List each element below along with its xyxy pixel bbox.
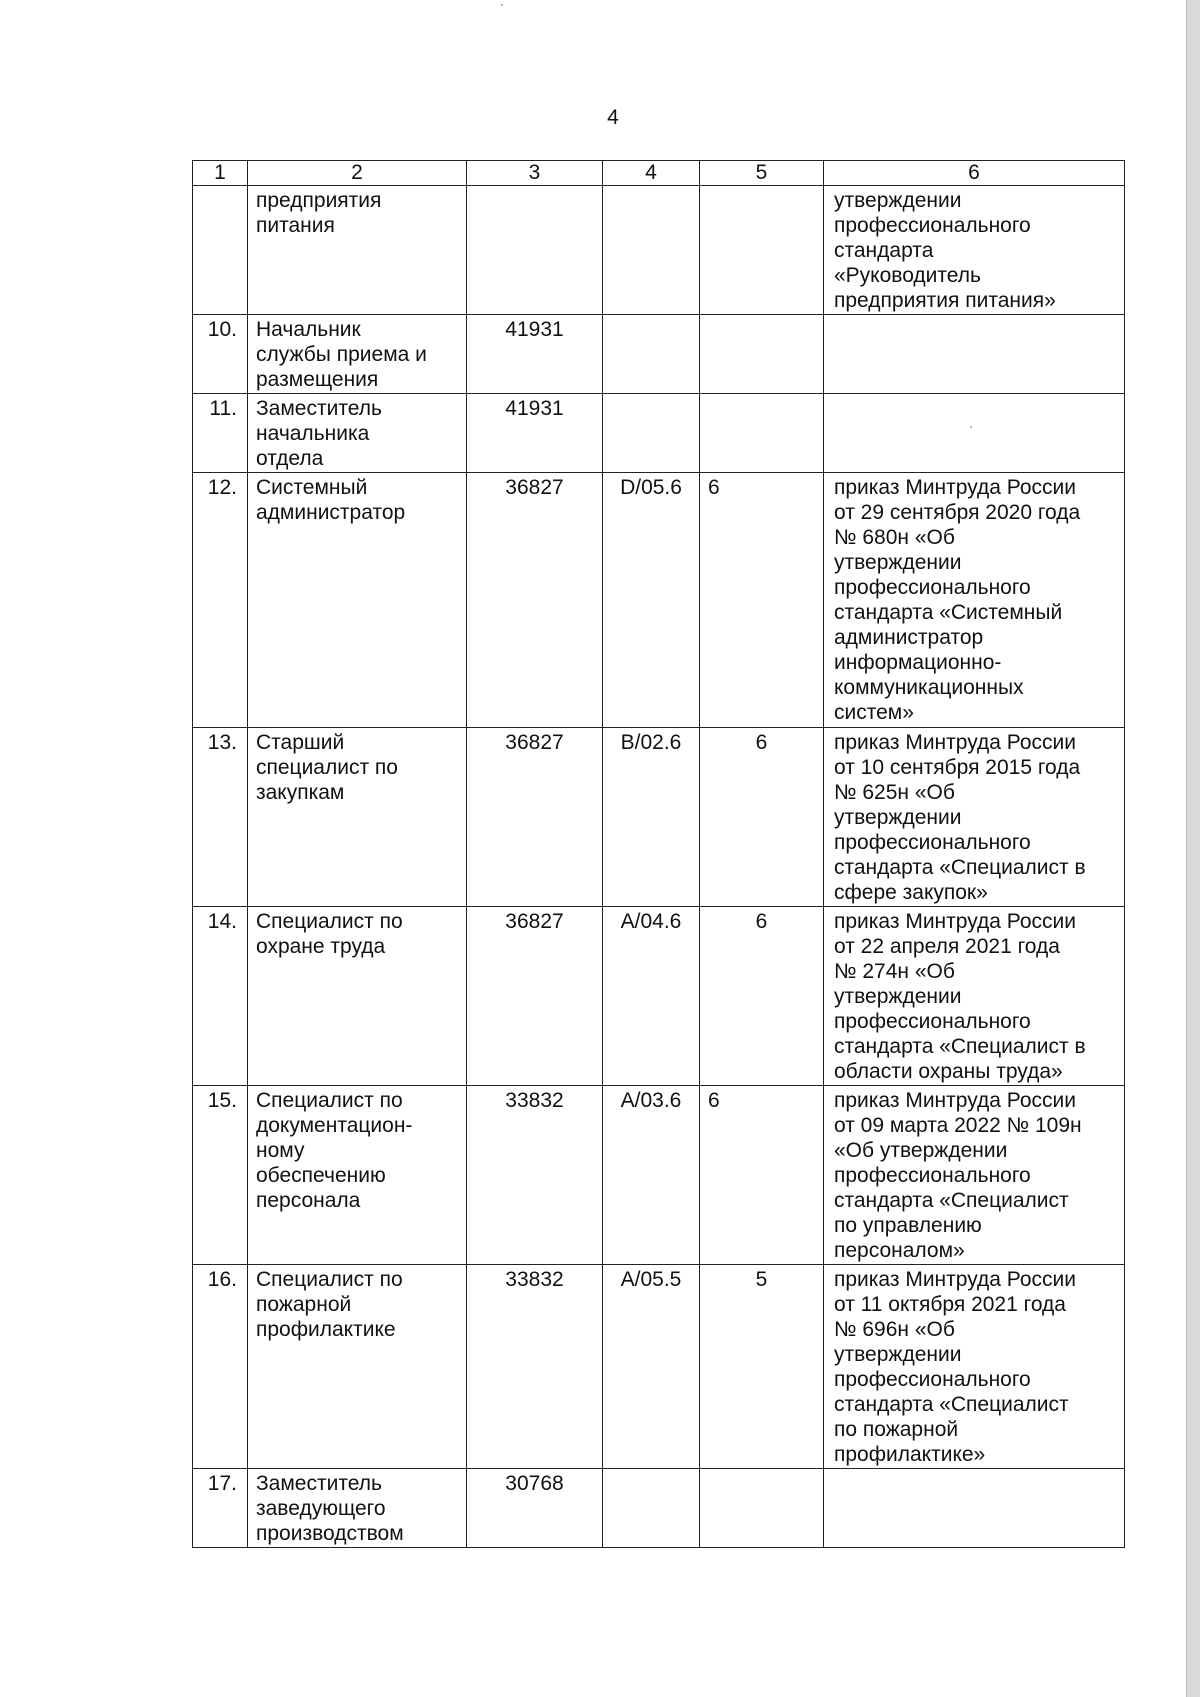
positions-table — [192, 160, 1125, 1548]
professional-standard: приказ Минтруда России от 11 октября 2021 года № 696н «Об утверждении профессионального стандарта «Специалист по пожарной профилактике» — [824, 1265, 1125, 1469]
header-cell-5: 5 — [700, 161, 824, 186]
header-cell-3: 3 — [467, 161, 603, 186]
function-code — [603, 1469, 700, 1548]
header-cell-6: 6 — [824, 161, 1125, 186]
salary-cell: 33832 — [467, 1265, 603, 1469]
function-code: D/05.6 — [603, 473, 700, 728]
position-name: Заместитель начальника отдела — [248, 394, 467, 473]
qualification-level: 5 — [700, 1265, 824, 1469]
table-row — [193, 473, 1125, 728]
position-name: Специалист по пожарной профилактике — [248, 1265, 467, 1469]
row-number: 16. — [193, 1265, 248, 1469]
table-row — [193, 728, 1125, 907]
header-cell-1: 1 — [193, 161, 248, 186]
salary-cell: 41931 — [467, 315, 603, 394]
professional-standard: утверждении профессионального стандарта «Руководитель предприятия питания» — [824, 186, 1125, 315]
table-row — [193, 907, 1125, 1086]
salary-cell: 41931 — [467, 394, 603, 473]
qualification-level — [700, 315, 824, 394]
row-number: 13. — [193, 728, 248, 907]
row-number: 15. — [193, 1086, 248, 1265]
function-code — [603, 394, 700, 473]
table-row — [193, 186, 1125, 315]
table-header-row — [193, 161, 1125, 186]
function-code: А/04.6 — [603, 907, 700, 1086]
row-number: 14. — [193, 907, 248, 1086]
position-name: Старший специалист по закупкам — [248, 728, 467, 907]
scan-speck — [501, 4, 503, 6]
row-number: 12. — [193, 473, 248, 728]
page-number-text: 4 — [607, 106, 619, 129]
position-name: Заместитель заведующего производством — [248, 1469, 467, 1548]
header-cell-4: 4 — [603, 161, 700, 186]
qualification-level: 6 — [700, 473, 824, 728]
qualification-level — [700, 186, 824, 315]
salary-cell: 30768 — [467, 1469, 603, 1548]
row-number: 11. — [193, 394, 248, 473]
salary-cell — [467, 186, 603, 315]
qualification-level: 6 — [700, 728, 824, 907]
table-row — [193, 1086, 1125, 1265]
qualification-level — [700, 394, 824, 473]
row-number: 10. — [193, 315, 248, 394]
table-row — [193, 315, 1125, 394]
professional-standard: приказ Минтруда России от 09 марта 2022 № 109н «Об утверждении профессионального стандарта «Специалист по управлению персоналом» — [824, 1086, 1125, 1265]
qualification-level — [700, 1469, 824, 1548]
salary-cell: 36827 — [467, 907, 603, 1086]
position-name: Системный администратор — [248, 473, 467, 728]
table-row — [193, 1265, 1125, 1469]
professional-standard: приказ Минтруда России от 10 сентября 2015 года № 625н «Об утверждении профессионального стандарта «Специалист в сфере закупок» — [824, 728, 1125, 907]
professional-standard: приказ Минтруда России от 22 апреля 2021 года № 274н «Об утверждении профессионального стандарта «Специалист в области охраны труда» — [824, 907, 1125, 1086]
position-name: Специалист по документацион- ному обеспечению персонала — [248, 1086, 467, 1265]
function-code — [603, 186, 700, 315]
table-row — [193, 394, 1125, 473]
header-cell-2: 2 — [248, 161, 467, 186]
qualification-level: 6 — [700, 907, 824, 1086]
position-name: предприятия питания — [248, 186, 467, 315]
position-name: Специалист по охране труда — [248, 907, 467, 1086]
qualification-level: 6 — [700, 1086, 824, 1265]
function-code: А/05.5 — [603, 1265, 700, 1469]
salary-cell: 36827 — [467, 728, 603, 907]
professional-standard — [824, 1469, 1125, 1548]
salary-cell: 36827 — [467, 473, 603, 728]
table-body — [193, 186, 1125, 1548]
professional-standard — [824, 394, 1125, 473]
professional-standard — [824, 315, 1125, 394]
row-number: 17. — [193, 1469, 248, 1548]
function-code: А/03.6 — [603, 1086, 700, 1265]
professional-standard: приказ Минтруда России от 29 сентября 2020 года № 680н «Об утверждении профессионального стандарта «Системный администратор информационно- коммуникационных систем» — [824, 473, 1125, 728]
function-code — [603, 315, 700, 394]
position-name: Начальник службы приема и размещения — [248, 315, 467, 394]
salary-cell: 33832 — [467, 1086, 603, 1265]
function-code: В/02.6 — [603, 728, 700, 907]
table-row — [193, 1469, 1125, 1548]
row-number — [193, 186, 248, 315]
page-number — [0, 106, 1200, 130]
